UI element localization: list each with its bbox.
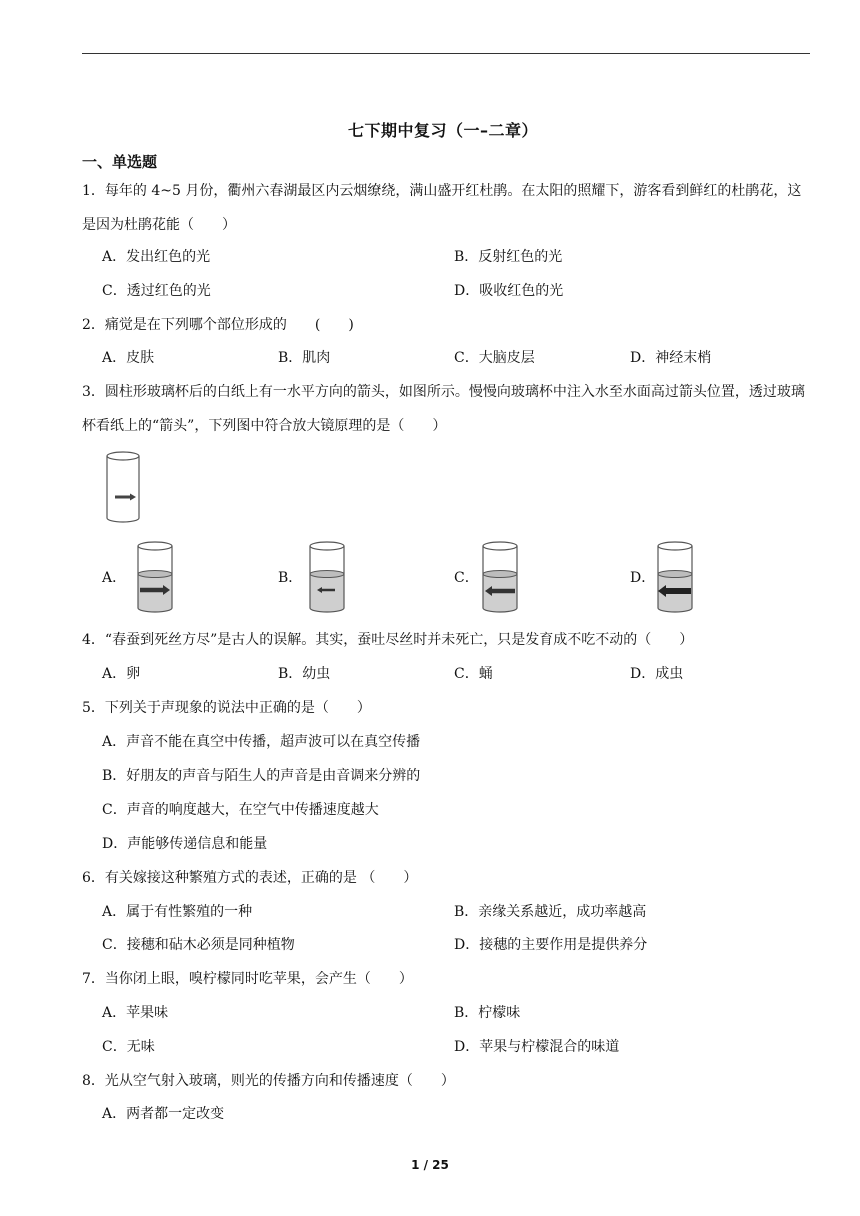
question-1: 1．每年的 4~5 月份，衢州六春湖最区内云烟缭绕，满山盛开红杜鹃。在太阳的照耀下，游客看到鲜红的杜鹃花，这是因为杜鹃花能（ ） [82, 183, 802, 233]
q6-option-b: B．亲缘关系越近，成功率越高 [454, 904, 647, 920]
q2-option-b: B．肌肉 [278, 350, 331, 366]
glass-reference-figure [103, 450, 143, 526]
q1-option-b: B．反射红色的光 [454, 249, 563, 265]
glass-option-c-figure [480, 540, 520, 614]
q6-option-a: A．属于有性繁殖的一种 [102, 904, 253, 920]
q3-option-c: C． [454, 570, 479, 586]
q3-option-d: D． [630, 570, 656, 586]
q7-option-b: B．柠檬味 [454, 1005, 521, 1021]
q2-option-a: A．皮肤 [102, 350, 155, 366]
q6-option-d: D．接穗的主要作用是提供养分 [454, 937, 648, 953]
q2-option-d: D．神经末梢 [630, 350, 712, 366]
q5-option-a: A．声音不能在真空中传播，超声波可以在真空传播 [102, 734, 421, 750]
q5-option-d: D．声能够传递信息和能量 [102, 836, 268, 852]
page-number: 1 / 25 [411, 1158, 449, 1172]
glass-option-d-figure [655, 540, 695, 614]
glass-option-a-figure [135, 540, 175, 614]
q5-option-c: C．声音的响度越大，在空气中传播速度越大 [102, 802, 379, 818]
q8-option-a: A．两者都一定改变 [102, 1106, 225, 1122]
q1-option-c: C．透过红色的光 [102, 283, 211, 299]
q2-option-c: C．大脑皮层 [454, 350, 535, 366]
q3-option-b: B． [278, 570, 303, 586]
q4-option-d: D．成虫 [630, 666, 684, 682]
q6-option-c: C．接穗和砧木必须是同种植物 [102, 937, 295, 953]
question-2: 2．痛觉是在下列哪个部位形成的 ( ) [82, 317, 354, 333]
q5-option-b: B．好朋友的声音与陌生人的声音是由音调来分辨的 [102, 768, 421, 784]
q1-option-a: A．发出红色的光 [102, 249, 211, 265]
q7-option-a: A．苹果味 [102, 1005, 169, 1021]
q1-option-d: D．吸收红色的光 [454, 283, 564, 299]
question-4: 4．“春蚕到死丝方尽”是古人的误解。其实，蚕吐尽丝时并未死亡，只是发育成不吃不动的（ ） [82, 632, 694, 648]
q4-option-b: B．幼虫 [278, 666, 331, 682]
question-8: 8．光从空气射入玻璃，则光的传播方向和传播速度（ ） [82, 1073, 455, 1089]
q3-option-a: A． [102, 570, 127, 586]
header-rule [82, 53, 810, 54]
q7-option-c: C．无味 [102, 1039, 155, 1055]
q7-option-d: D．苹果与柠檬混合的味道 [454, 1039, 620, 1055]
q4-option-c: C．蛹 [454, 666, 493, 682]
glass-option-b-figure [307, 540, 347, 614]
q4-option-a: A．卵 [102, 666, 141, 682]
question-6: 6．有关嫁接这种繁殖方式的表述，正确的是 （ ） [82, 870, 418, 886]
question-3: 3．圆柱形玻璃杯后的白纸上有一水平方向的箭头，如图所示。慢慢向玻璃杯中注入水至水面高过箭头位置，透过玻璃杯看纸上的“箭头”，下列图中符合放大镜原理的是（ ） [82, 384, 805, 434]
page-title: 七下期中复习（一–二章） [347, 121, 538, 140]
question-7: 7．当你闭上眼，嗅柠檬同时吃苹果，会产生（ ） [82, 971, 413, 987]
section-heading: 一、单选题 [82, 153, 158, 171]
question-5: 5．下列关于声现象的说法中正确的是（ ） [82, 700, 371, 716]
